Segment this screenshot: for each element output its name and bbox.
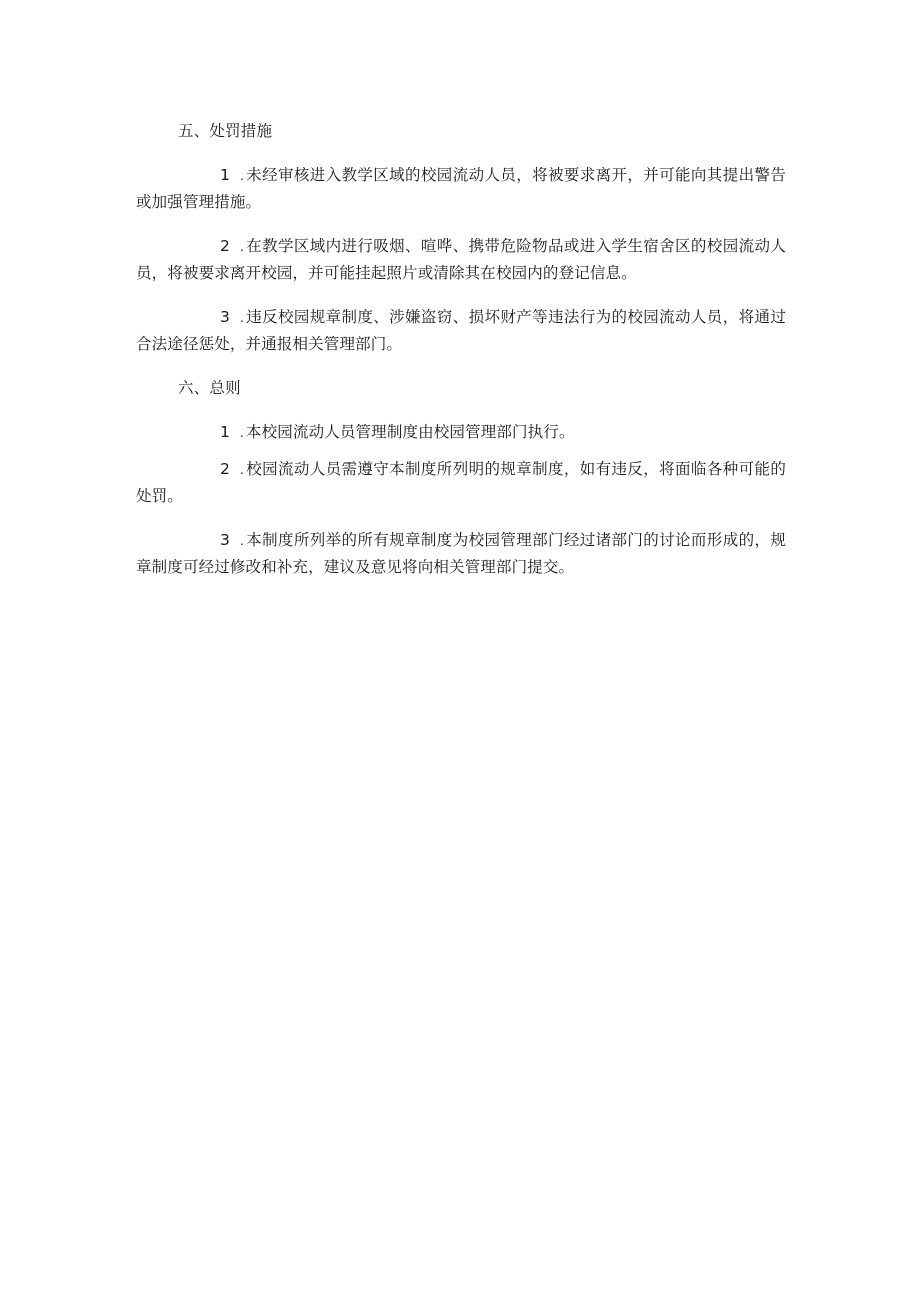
item-separator: . xyxy=(240,311,244,325)
item-text: 本制度所列举的所有规章制度为校园管理部门经过诸部门的讨论而形成的，规章制度可经过修改和补充，建议及意见将向相关管理部门提交。 xyxy=(136,531,786,576)
item-text: 在教学区域内进行吸烟、喧哗、携带危险物品或进入学生宿舍区的校园流动人员，将被要求离开校园，并可能挂起照片或清除其在校园内的登记信息。 xyxy=(136,237,786,282)
item-number: 3 xyxy=(220,308,231,326)
item-separator: . xyxy=(240,169,244,183)
item-separator: . xyxy=(240,534,244,548)
item-separator: . xyxy=(240,426,244,440)
item-number: 3 xyxy=(220,531,231,549)
item-text: 校园流动人员需遵守本制度所列明的规章制度，如有违反，将面临各种可能的处罚。 xyxy=(136,460,786,505)
document-body xyxy=(136,118,786,598)
general-item-3 xyxy=(136,527,786,580)
general-item-1 xyxy=(136,419,786,446)
penalty-item-1 xyxy=(136,162,786,215)
general-item-2 xyxy=(136,456,786,509)
item-text: 本校园流动人员管理制度由校园管理部门执行。 xyxy=(245,423,575,441)
penalty-item-3 xyxy=(136,304,786,357)
section-heading-general: 六、总则 xyxy=(178,379,241,397)
item-separator: . xyxy=(240,463,244,477)
item-number: 2 xyxy=(220,237,231,255)
section-heading-penalties: 五、处罚措施 xyxy=(178,122,273,140)
item-text: 未经审核进入教学区域的校园流动人员，将被要求离开，并可能向其提出警告或加强管理措施。 xyxy=(136,166,786,211)
item-separator: . xyxy=(240,240,244,254)
item-number: 1 xyxy=(220,166,231,184)
item-text: 违反校园规章制度、涉嫌盗窃、损坏财产等违法行为的校园流动人员，将通过合法途径惩处，并通报相关管理部门。 xyxy=(136,308,786,353)
item-number: 2 xyxy=(220,460,231,478)
item-number: 1 xyxy=(220,423,231,441)
penalty-item-2 xyxy=(136,233,786,286)
